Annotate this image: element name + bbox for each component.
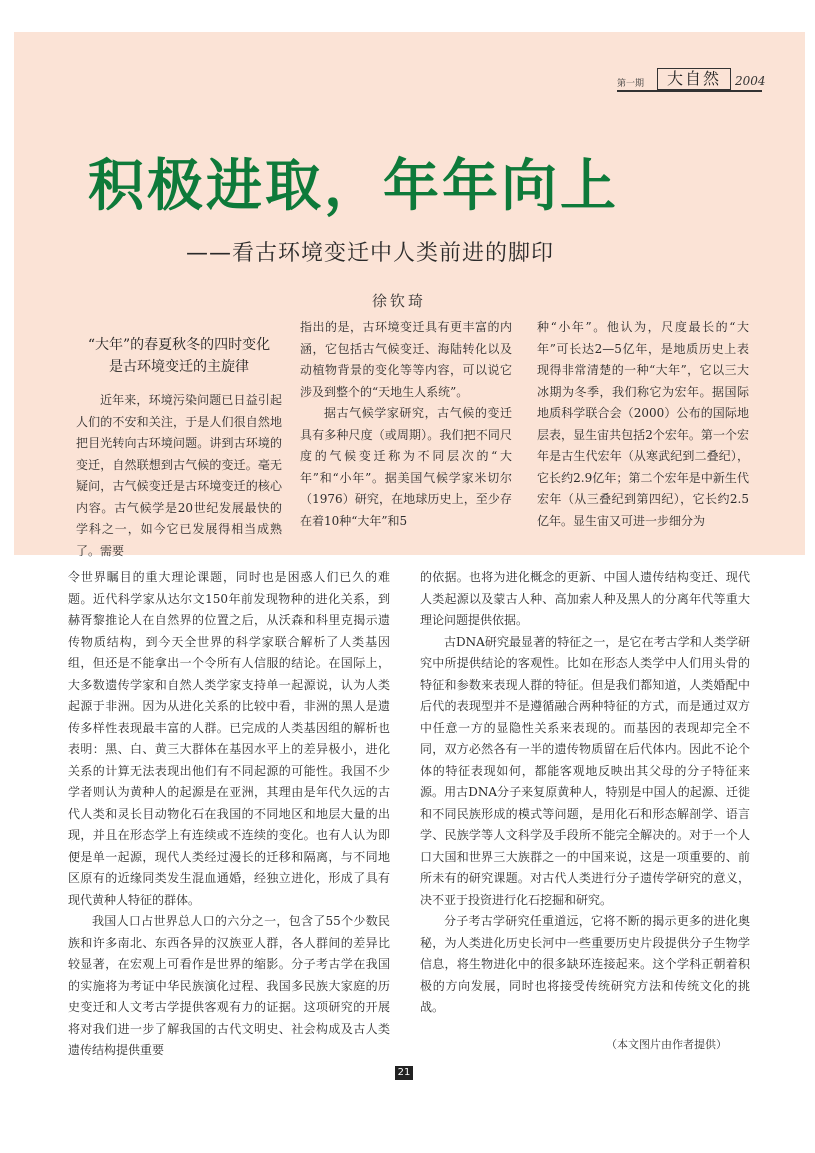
top-column-2 [300,317,512,532]
article-author: 徐钦琦 [372,292,427,310]
paragraph: 古DNA研究最显著的特征之一，是它在考古学和人类学研究中所提供结论的客观性。比如在形态人类学中人们用头骨的特征和参数来表现人群的特征。但是我们都知道，人类婚配中后代的表现型并不是遵循融合两种特征的方式，而是通过双方中任意一方的显隐性关系来表现的。而基因的表现却完全不同，双方必然各有一半的遗传物质留在后代体内。因此不论个体的特征表现如何，都能客观地反映出其父母的分子特征来源。用古DNA分子来复原黄种人，特别是中国人的起源、迁徙和不同民族形成的模式等问题，是用化石和形态解剖学、语言学、民族学等人文科学及手段所不能完全解决的。对于一个人口大国和世界三大族群之一的中国来说，这是一项重要的、前所未有的研究课题。对古代人类进行分子遗传学研究的意义，决不亚于投资进行化石挖掘和研究。 [420,634,750,907]
article-subtitle: ——看古环境变迁中人类前进的脚印 [186,241,555,266]
page-number: 21 [395,1066,413,1080]
top-column-3 [537,317,749,532]
paragraph: 分子考古学研究任重道远，它将不断的揭示更多的进化奥秘，为人类进化历史长河中一些重要历史片段提供分子生物学信息，将生物进化中的很多缺环连接起来。这个学科正朝着积极的方向发展，同时也将接受传统研究方法和传统文化的挑战。 [420,914,750,1014]
bottom-column-left [68,567,390,1062]
bottom-column-right [420,567,750,1019]
issue-year: 2004 [735,74,766,88]
section-heading [76,334,282,378]
issue-header [617,68,766,92]
section-heading-line-2: 是古环境变迁的主旋律 [109,359,249,375]
paragraph: 近年来，环境污染问题已日益引起人们的不安和关注，于是人们很自然地把目光转向古环境问题。讲到古环境的变迁，自然联想到古气候的变迁。毫无疑问，古气候变迁是古环境变迁的核心内容。古气候学是20世纪发展最快的学科之一，如今它已发展得相当成熟了。需要 [76,393,282,558]
article-title: 积极进取，年年向上 [88,154,619,219]
image-credit: （本文图片由作者提供） [606,1038,727,1051]
paragraph: 种“小年”。他认为，尺度最长的“大年”可长达2—5亿年，是地质历史上表现得非常清楚的一种“大年”，它以三大冰期为冬季，我们称它为宏年。据国际地质科学联合会（2000）公布的国际地层表，显生宙共包括2个宏年。第一个宏年是古生代宏年（从寒武纪到二叠纪），它长约2.9亿年；第二个宏年是中新生代宏年（从三叠纪到第四纪），它长约2.5亿年。显生宙又可进一步细分为 [537,320,749,528]
paragraph: 指出的是，古环境变迁具有更丰富的内涵，它包括古气候变迁、海陆转化以及动植物背景的变化等等内容，可以说它涉及到整个的“天地生人系统”。 [300,320,512,399]
section-heading-line-1: “大年”的春夏秋冬的四时变化 [87,337,271,353]
top-column-1 [76,334,282,562]
magazine-name: 大自然 [657,68,731,90]
paragraph: 的依据。也将为进化概念的更新、中国人遗传结构变迁、现代人类起源以及蒙古人种、高加索人种及黑人的分离年代等重大理论问题提供依据。 [420,570,750,627]
paragraph: 令世界瞩目的重大理论课题，同时也是困惑人们已久的难题。近代科学家从达尔文150年前发现物种的进化关系，到赫胥黎推论人在自然界的位置之后，从沃森和科里克揭示遗传物质结构，到今天全世界的科学家联合解析了人类基因组，但还是不能拿出一个令所有人信服的结论。在国际上，大多数遗传学家和自然人类学家支持单一起源说，认为人类起源于非洲。因为从进化关系的比较中看，非洲的黑人是遗传多样性表现最丰富的人群。已完成的人类基因组的解析也表明：黑、白、黄三大群体在基因水平上的差异极小，进化关系的计算无法表现出他们有不同起源的可能性。我国不少学者则认为黄种人的起源是在亚洲，其理由是年代久远的古代人类和灵长目动物化石在我国的不同地区和地层大量的出现，并且在形态学上有连续或不连续的变化。也有人认为即便是单一起源，现代人类经过漫长的迁移和隔离，与不同地区原有的近缘同类发生混血通婚，经独立进化，形成了具有现代黄种人特征的群体。 [68,570,390,907]
paragraph: 我国人口占世界总人口的六分之一，包含了55个少数民族和许多南北、东西各异的汉族亚人群，各人群间的差异比较显著，在宏观上可看作是世界的缩影。分子考古学在我国的实施将为考证中华民族演化过程、我国多民族大家庭的历史变迁和人文考古学提供客观有力的证据。这项研究的开展将对我们进一步了解我国的古代文明史、社会构成及古人类遗传结构提供重要 [68,914,390,1057]
issue-label: 第一期 [617,79,645,89]
paragraph: 据古气候学家研究，古气候的变迁具有多种尺度（或周期）。我们把不同尺度的气候变迁称为不同层次的“大年”和“小年”。据美国气候学家米切尔（1976）研究，在地球历史上，至少存在着10种“大年”和5 [300,406,512,528]
